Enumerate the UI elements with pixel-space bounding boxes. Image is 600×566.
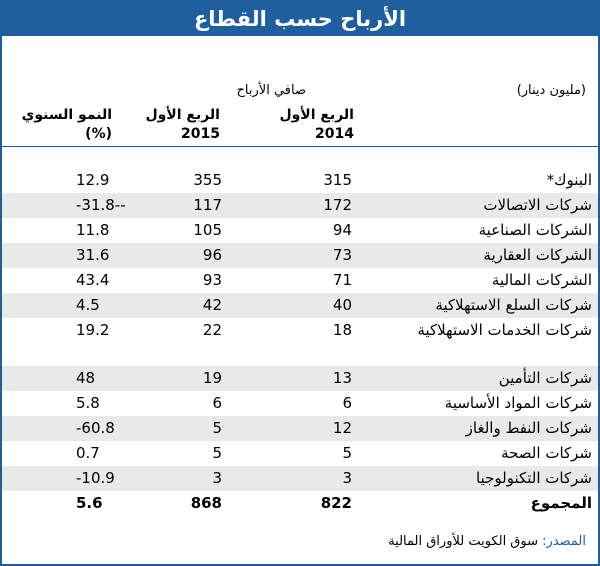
q1-2014-value: 172 xyxy=(323,196,352,214)
q1-2015-value: 5 xyxy=(212,444,222,462)
q1-2014-value: 5 xyxy=(342,444,352,462)
growth-value: -31.8-- xyxy=(76,196,126,214)
table-row xyxy=(2,466,598,491)
table-body xyxy=(2,168,598,516)
total-q1-2014: 822 xyxy=(320,494,352,512)
growth-value: 4.5 xyxy=(76,296,100,314)
total-growth: 5.6 xyxy=(76,494,103,512)
growth-value: 31.6 xyxy=(76,246,110,264)
table-row xyxy=(2,318,598,366)
growth-value: 12.9 xyxy=(76,171,110,189)
column-header-q1-2015 xyxy=(145,106,220,144)
q1-2015-value: 93 xyxy=(202,271,222,289)
q1-2014-value: 315 xyxy=(323,171,352,189)
q1-2014-value: 94 xyxy=(332,221,352,239)
q1-2015-value: 19 xyxy=(202,369,222,387)
column-header-line1: النمو السنوي xyxy=(21,107,112,123)
total-row xyxy=(2,491,598,516)
table-row xyxy=(2,168,598,193)
table-row xyxy=(2,293,598,318)
table-row xyxy=(2,441,598,466)
growth-value: -60.8 xyxy=(76,419,115,437)
growth-value: 43.4 xyxy=(76,271,110,289)
growth-value: 0.7 xyxy=(76,444,100,462)
q1-2014-value: 6 xyxy=(342,394,352,412)
q1-2015-value: 355 xyxy=(193,171,222,189)
column-header-line1: الربع الأول xyxy=(145,107,220,123)
table-row xyxy=(2,268,598,293)
q1-2015-value: 6 xyxy=(212,394,222,412)
table-title: الأرباح حسب القطاع xyxy=(2,2,598,36)
q1-2014-value: 12 xyxy=(332,419,352,437)
growth-value: -10.9 xyxy=(76,469,115,487)
growth-value: 19.2 xyxy=(76,321,110,339)
growth-value: 48 xyxy=(76,369,96,387)
net-profit-label: صافي الأرباح xyxy=(236,83,306,98)
total-label: المجموع xyxy=(530,494,592,512)
q1-2014-value: 73 xyxy=(332,246,352,264)
q1-2015-value: 3 xyxy=(212,469,222,487)
sector-name: البنوك* xyxy=(546,171,592,189)
column-header-growth xyxy=(22,106,112,144)
sector-name: شركات الصحة xyxy=(501,444,592,462)
sector-name: الشركات العقارية xyxy=(483,246,592,264)
q1-2015-value: 42 xyxy=(202,296,222,314)
sector-name: الشركات المالية xyxy=(491,271,592,289)
q1-2014-value: 3 xyxy=(342,469,352,487)
sector-name: شركات التكنولوجيا xyxy=(476,469,592,487)
column-header-line1: الربع الأول xyxy=(279,107,354,123)
q1-2015-value: 105 xyxy=(193,221,222,239)
sector-name: شركات السلع الاستهلاكية xyxy=(435,296,592,314)
q1-2014-value: 40 xyxy=(332,296,352,314)
table-row xyxy=(2,391,598,416)
column-header-q1-2014 xyxy=(279,106,354,144)
column-header-line2: (%) xyxy=(85,126,112,142)
sector-name: شركات النفط والغاز xyxy=(465,419,592,437)
sector-name: شركات الاتصالات xyxy=(483,196,592,214)
sector-name: شركات التأمين xyxy=(498,369,592,387)
table-row xyxy=(2,193,598,218)
sector-name: شركات الخدمات الاستهلاكية xyxy=(417,321,592,339)
column-header-line2: 2014 xyxy=(315,126,354,142)
growth-value: 5.8 xyxy=(76,394,100,412)
source-label: المصدر: xyxy=(542,534,586,549)
q1-2015-value: 5 xyxy=(212,419,222,437)
q1-2014-value: 18 xyxy=(332,321,352,339)
table-row xyxy=(2,243,598,268)
column-header-line2: 2015 xyxy=(181,126,220,142)
q1-2015-value: 117 xyxy=(193,196,222,214)
q1-2015-value: 96 xyxy=(202,246,222,264)
unit-label: (مليون دينار) xyxy=(516,83,586,98)
q1-2014-value: 13 xyxy=(332,369,352,387)
sector-name: شركات المواد الأساسية xyxy=(444,394,592,412)
q1-2015-value: 22 xyxy=(202,321,222,339)
table-row xyxy=(2,218,598,243)
source-note xyxy=(388,534,586,549)
table-row xyxy=(2,416,598,441)
q1-2014-value: 71 xyxy=(332,271,352,289)
growth-value: 11.8 xyxy=(76,221,110,239)
source-text: سوق الكويت للأوراق المالية xyxy=(388,534,539,549)
header-divider xyxy=(2,146,598,147)
total-q1-2015: 868 xyxy=(190,494,222,512)
sector-name: الشركات الصناعية xyxy=(478,221,592,239)
table-row xyxy=(2,366,598,391)
